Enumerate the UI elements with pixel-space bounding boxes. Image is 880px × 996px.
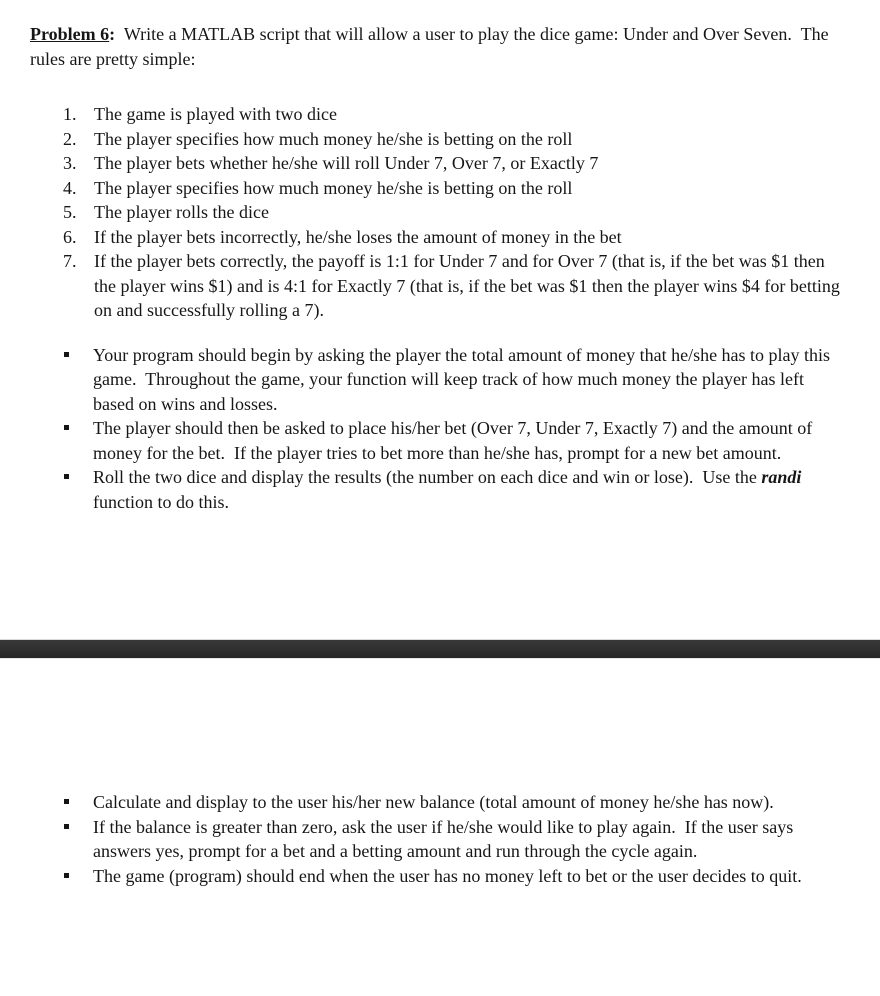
rule-item-3	[63, 151, 848, 176]
bullet-icon	[64, 864, 93, 878]
requirement-item-2	[64, 416, 848, 465]
rule-number: 5.	[63, 202, 77, 222]
rule-text: The player rolls the dice	[94, 202, 269, 222]
rule-item-5	[63, 200, 848, 225]
rule-number: 4.	[63, 177, 77, 198]
rule-number: 1.	[63, 104, 77, 124]
rule-number: 3.	[63, 153, 77, 173]
problem-intro-text: Write a MATLAB script that will allow a user to play the dice game: Under and Over Seven. The rules are pretty simple:	[30, 24, 834, 69]
rule-number: 7.	[63, 251, 77, 271]
requirement-item-3	[64, 465, 848, 514]
closing-item-1	[64, 790, 848, 815]
rule-item-4	[63, 176, 848, 201]
rule-item-1	[63, 102, 848, 127]
problem-header	[30, 22, 848, 71]
requirement-text: The player should then be asked to place his/her bet (Over 7, Under 7, Exactly 7) and the amount of money for the bet. If the player tries to bet more than he/she has, prompt for a new bet amount.	[93, 418, 817, 463]
bullet-icon	[64, 815, 93, 829]
rule-item-2	[63, 127, 848, 152]
requirement-text	[93, 465, 848, 514]
rule-text: The player specifies how much money he/she is betting on the roll	[94, 177, 573, 198]
rule-text: The game is played with two dice	[94, 104, 337, 124]
rule-number: 6.	[63, 226, 77, 247]
closing-text: If the balance is greater than zero, ask the user if he/she would like to play again. If the user says answers yes, prompt for a bet and a betting amount and run through the cycle again.	[93, 816, 798, 861]
closing-text: Calculate and display to the user his/her new balance (total amount of money he/she has now).	[93, 792, 774, 812]
closing-item-2	[64, 815, 848, 864]
problem-title-colon: :	[109, 24, 116, 44]
randi-function-name: randi	[761, 467, 802, 487]
rule-item-7	[63, 249, 848, 323]
problem-title: Problem 6	[30, 24, 110, 44]
rule-text: If the player bets incorrectly, he/she loses the amount of money in the bet	[94, 226, 622, 247]
rule-text: If the player bets correctly, the payoff is 1:1 for Under 7 and for Over 7 (that is, if the bet was $1 then the player wins $1) and is 4:1 for Exactly 7 (that is, if the bet was $1 then the player wins $4 for betting on and successfully rolling a 7).	[94, 251, 845, 320]
rule-text: The player bets whether he/she will roll Under 7, Over 7, or Exactly 7	[94, 153, 599, 173]
bullet-icon	[64, 343, 93, 357]
section-divider	[0, 639, 880, 659]
bullet-icon	[64, 416, 93, 430]
requirements-bullet-list	[64, 343, 848, 515]
closing-bullet-list	[64, 790, 848, 888]
rule-text: The player specifies how much money he/she is betting on the roll	[94, 128, 573, 149]
rule-number: 2.	[63, 128, 77, 149]
requirement-text: Your program should begin by asking the player the total amount of money that he/she has to play this game. Throughout the game, your function will keep track of how much money the player has left based on wins and losses.	[93, 344, 835, 414]
bullet-icon	[64, 465, 93, 479]
requirement-item-1	[64, 343, 848, 417]
rules-numbered-list	[63, 102, 848, 323]
bullet-icon	[64, 790, 93, 804]
requirement-text-before: Roll the two dice and display the results (the number on each dice and win or lose). Use the	[93, 467, 762, 487]
rule-item-6	[63, 225, 848, 250]
closing-item-3	[64, 864, 848, 889]
closing-text: The game (program) should end when the user has no money left to bet or the user decides to quit.	[93, 865, 802, 886]
requirement-text-after: function to do this.	[93, 467, 806, 512]
